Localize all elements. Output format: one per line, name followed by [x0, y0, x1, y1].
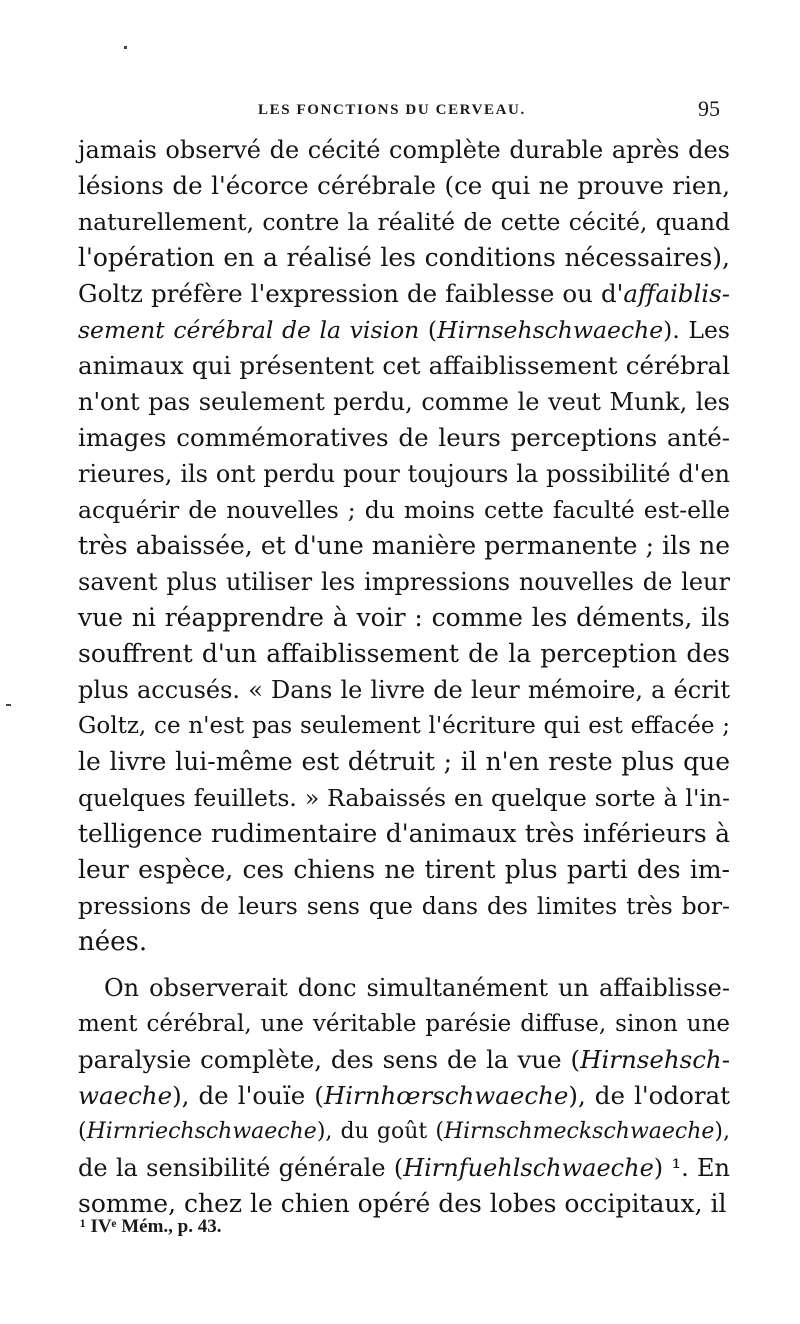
text-run: ( [419, 316, 438, 344]
text-run: naturellement, contre la réalité de cette cécité, quand [78, 208, 730, 236]
text-run: ), de l'ouïe ( [172, 1081, 324, 1110]
text-run: le livre lui-même est détruit ; il n'en reste plus que [78, 747, 730, 776]
text-line [78, 1114, 730, 1150]
text-run: nées. [78, 927, 148, 957]
italic-term: Hirnschmeckschwaeche [443, 1119, 715, 1144]
text-run: On observerait donc simultanément un affaiblisse- [104, 974, 730, 1002]
text-run: somme, chez le chien opéré des lobes occipitaux, il [78, 1189, 727, 1218]
text-line [78, 204, 730, 240]
text-run: très abaissée, et d'une manière permanente ; ils ne [78, 531, 730, 560]
text-line [78, 1042, 730, 1078]
margin-speck [124, 46, 127, 49]
italic-term: Hirnriechschwaeche [86, 1119, 317, 1144]
text-run: images commémoratives de leurs perceptions anté- [78, 423, 730, 452]
text-run: quelques feuillets. » Rabaissés en quelque sorte à l'in- [78, 784, 730, 812]
text-line [78, 456, 730, 492]
text-run: ment cérébral, une véritable parésie diffuse, sinon une [78, 1011, 730, 1037]
text-line [78, 852, 730, 888]
text-line [78, 1006, 730, 1042]
text-line [78, 168, 730, 204]
text-run: ), [714, 1119, 730, 1144]
text-run: l'opération en a réalisé les conditions nécessaires), [78, 243, 730, 272]
text-line [78, 708, 730, 744]
text-run: telligence rudimentaire d'animaux très inférieurs à [78, 819, 730, 848]
footnote: ¹ IVᵉ Mém., p. 43. [80, 1216, 222, 1237]
text-line [78, 1078, 730, 1114]
italic-term: Hirnsehschwaeche [437, 316, 664, 344]
text-run: plus accusés. « Dans le livre de leur mémoire, a écrit [78, 676, 730, 704]
text-run: souffrent d'un affaiblissement de la perception des [78, 639, 730, 668]
text-line [78, 636, 730, 672]
text-run: pressions de leurs sens que dans des limites très bor- [78, 892, 730, 920]
text-line [78, 348, 730, 384]
text-run: lésions de l'écorce cérébrale (ce qui ne prouve rien, [78, 171, 730, 200]
text-run: leur espèce, ces chiens ne tirent plus parti des im- [78, 855, 730, 884]
text-line [78, 528, 730, 564]
italic-term: waeche [78, 1081, 173, 1110]
text-line [78, 384, 730, 420]
text-run: savent plus utiliser les impressions nouvelles de leur [78, 568, 730, 596]
italic-term: sement cérébral de la vision [78, 316, 420, 344]
text-line [78, 744, 730, 780]
text-line [78, 564, 730, 600]
text-run: Goltz préfère l'expression de faiblesse ou d' [78, 279, 624, 308]
running-head: LES FONCTIONS DU CERVEAU. [258, 102, 526, 118]
text-line [78, 888, 730, 924]
text-run: de la sensibilité générale ( [78, 1154, 404, 1182]
italic-term: Hirnsehsch- [580, 1045, 730, 1074]
text-line [78, 132, 730, 168]
text-run: ) ¹. En [653, 1154, 730, 1182]
text-run: ). Les [663, 316, 730, 344]
text-line [78, 970, 730, 1006]
italic-term: Hirnhœrschwaeche [323, 1081, 569, 1110]
italic-term: Hirnfuehlschwaeche [403, 1154, 654, 1182]
text-line [78, 924, 730, 960]
text-line [78, 1150, 730, 1186]
text-run: ), de l'odorat [568, 1081, 730, 1110]
italic-term: affaiblis- [623, 279, 730, 308]
text-line [78, 780, 730, 816]
text-run: paralysie complète, des sens de la vue ( [78, 1045, 581, 1074]
text-line [78, 240, 730, 276]
text-line [78, 276, 730, 312]
text-line [78, 600, 730, 636]
margin-speck [6, 704, 11, 706]
text-run: animaux qui présentent cet affaiblissement cérébral [78, 351, 730, 380]
text-run: vue ni réapprendre à voir : comme les déments, ils [78, 603, 730, 632]
text-run: rieures, ils ont perdu pour toujours la possibilité d'en [78, 460, 730, 488]
text-line [78, 312, 730, 348]
text-run: n'ont pas seulement perdu, comme le veut Munk, les [78, 388, 730, 416]
text-run: ), du goût ( [316, 1119, 444, 1144]
text-line [78, 492, 730, 528]
body-text [78, 132, 730, 1222]
page-number: 95 [698, 96, 720, 121]
text-line [78, 420, 730, 456]
text-line [78, 672, 730, 708]
text-line [78, 816, 730, 852]
text-run: jamais observé de cécité complète durable après des [78, 136, 730, 164]
text-run: ( [78, 1119, 87, 1144]
text-run: Goltz, ce n'est pas seulement l'écriture qui est effacée ; [78, 713, 730, 739]
text-run: acquérir de nouvelles ; du moins cette faculté est-elle [78, 496, 730, 524]
